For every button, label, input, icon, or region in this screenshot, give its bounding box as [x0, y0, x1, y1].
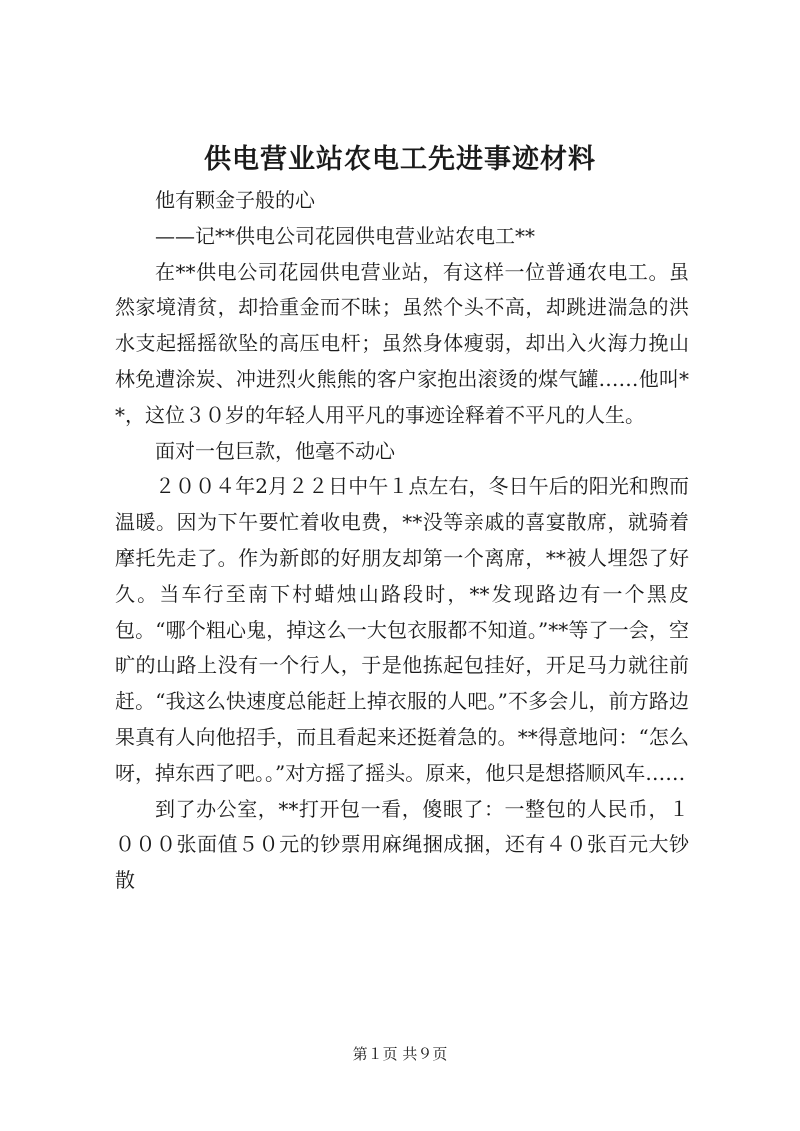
paragraph-office: 到了办公室，**打开包一看，傻眼了：一整包的人民币，１０００张面值５０元的钞票用麻绳捆成捆，还有４０张百元大钞散	[115, 796, 689, 893]
paragraph-intro: 在**供电公司花园供电营业站，有这样一位普通农电工。虽然家境清贫，却拾重金而不昧；虽然个头不高，却跳进湍急的洪水支起摇摇欲坠的高压电杆；虽然身体瘦弱，却出入火海力挽山林免遭涂炭、冲进烈火熊熊的客户家抱出滚烫的煤气罐……他叫**，这位３０岁的年轻人用平凡的事迹诠释着不平凡的人生。	[115, 259, 689, 427]
document-title: 供电营业站农电工先进事迹材料	[204, 144, 596, 175]
paragraph-section-heading: 面对一包巨款，他毫不动心	[155, 438, 395, 463]
document-body	[115, 183, 689, 899]
paragraph-subheading: ——记**供电公司花园供电营业站农电工**	[155, 223, 535, 248]
paragraph-heading: 他有颗金子般的心	[155, 188, 315, 212]
page-footer: 第１页 共９页	[352, 1045, 448, 1063]
paragraph-story: ２００４年2月２２日中午１点左右，冬日午后的阳光和煦而温暖。因为下午要忙着收电费，**没等亲戚的喜宴散席，就骑着摩托先走了。作为新郎的好朋友却第一个离席，**被人埋怨了好久。当车行至南下村蜡烛山路段时，**发现路边有一个黑皮包。“哪个粗心鬼，掉这么一大包衣服都不知道。”**等了一会，空旷的山路上没有一个行人，于是他拣起包挂好，开足马力就往前赶。“我这么快速度总能赶上掉衣服的人吧。”不多会儿，前方路边果真有人向他招手，而且看起来还挺着急的。**得意地问：“怎么呀，掉东西了吧。。”对方摇了摇头。原来，他只是想搭顺风车……	[115, 474, 689, 785]
